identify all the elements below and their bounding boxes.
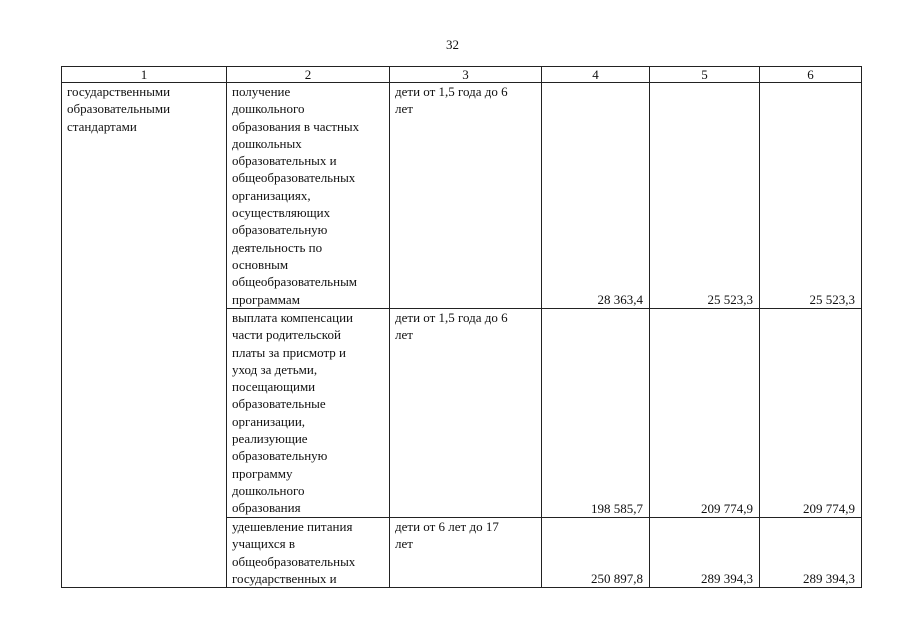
value-col-5: 289 394,3: [650, 518, 760, 588]
table-row: [62, 83, 862, 309]
value-col-4: 28 363,4: [542, 83, 650, 309]
value-col-5: 209 774,9: [650, 309, 760, 518]
value-col-6: 289 394,3: [760, 518, 862, 588]
header-col-5: 5: [650, 67, 760, 83]
header-col-6: 6: [760, 67, 862, 83]
header-col-1: 1: [62, 67, 227, 83]
category-cell: дети от 1,5 года до 6 лет: [390, 309, 542, 518]
table-header-row: [62, 67, 862, 83]
page-number: 32: [446, 37, 459, 52]
category-cell: дети от 6 лет до 17 лет: [390, 518, 542, 588]
value-col-6: 25 523,3: [760, 83, 862, 309]
col1-merged-cell: государственными образовательными стандартами: [62, 83, 227, 588]
header-col-4: 4: [542, 67, 650, 83]
value-col-5: 25 523,3: [650, 83, 760, 309]
budget-table: [61, 66, 862, 588]
value-col-4: 198 585,7: [542, 309, 650, 518]
service-cell: удешевление питания учащихся в общеобразовательных государственных и: [227, 518, 390, 588]
header-col-3: 3: [390, 67, 542, 83]
header-col-2: 2: [227, 67, 390, 83]
service-cell: выплата компенсации части родительской платы за присмотр и уход за детьми, посещающими образовательные организации, реализующие образовательную программу дошкольного образования: [227, 309, 390, 518]
value-col-4: 250 897,8: [542, 518, 650, 588]
service-cell: получение дошкольного образования в частных дошкольных образовательных и общеобразовательных организациях, осуществляющих образовательную деятельность по основным общеобразовательным программам: [227, 83, 390, 309]
category-cell: дети от 1,5 года до 6 лет: [390, 83, 542, 309]
value-col-6: 209 774,9: [760, 309, 862, 518]
